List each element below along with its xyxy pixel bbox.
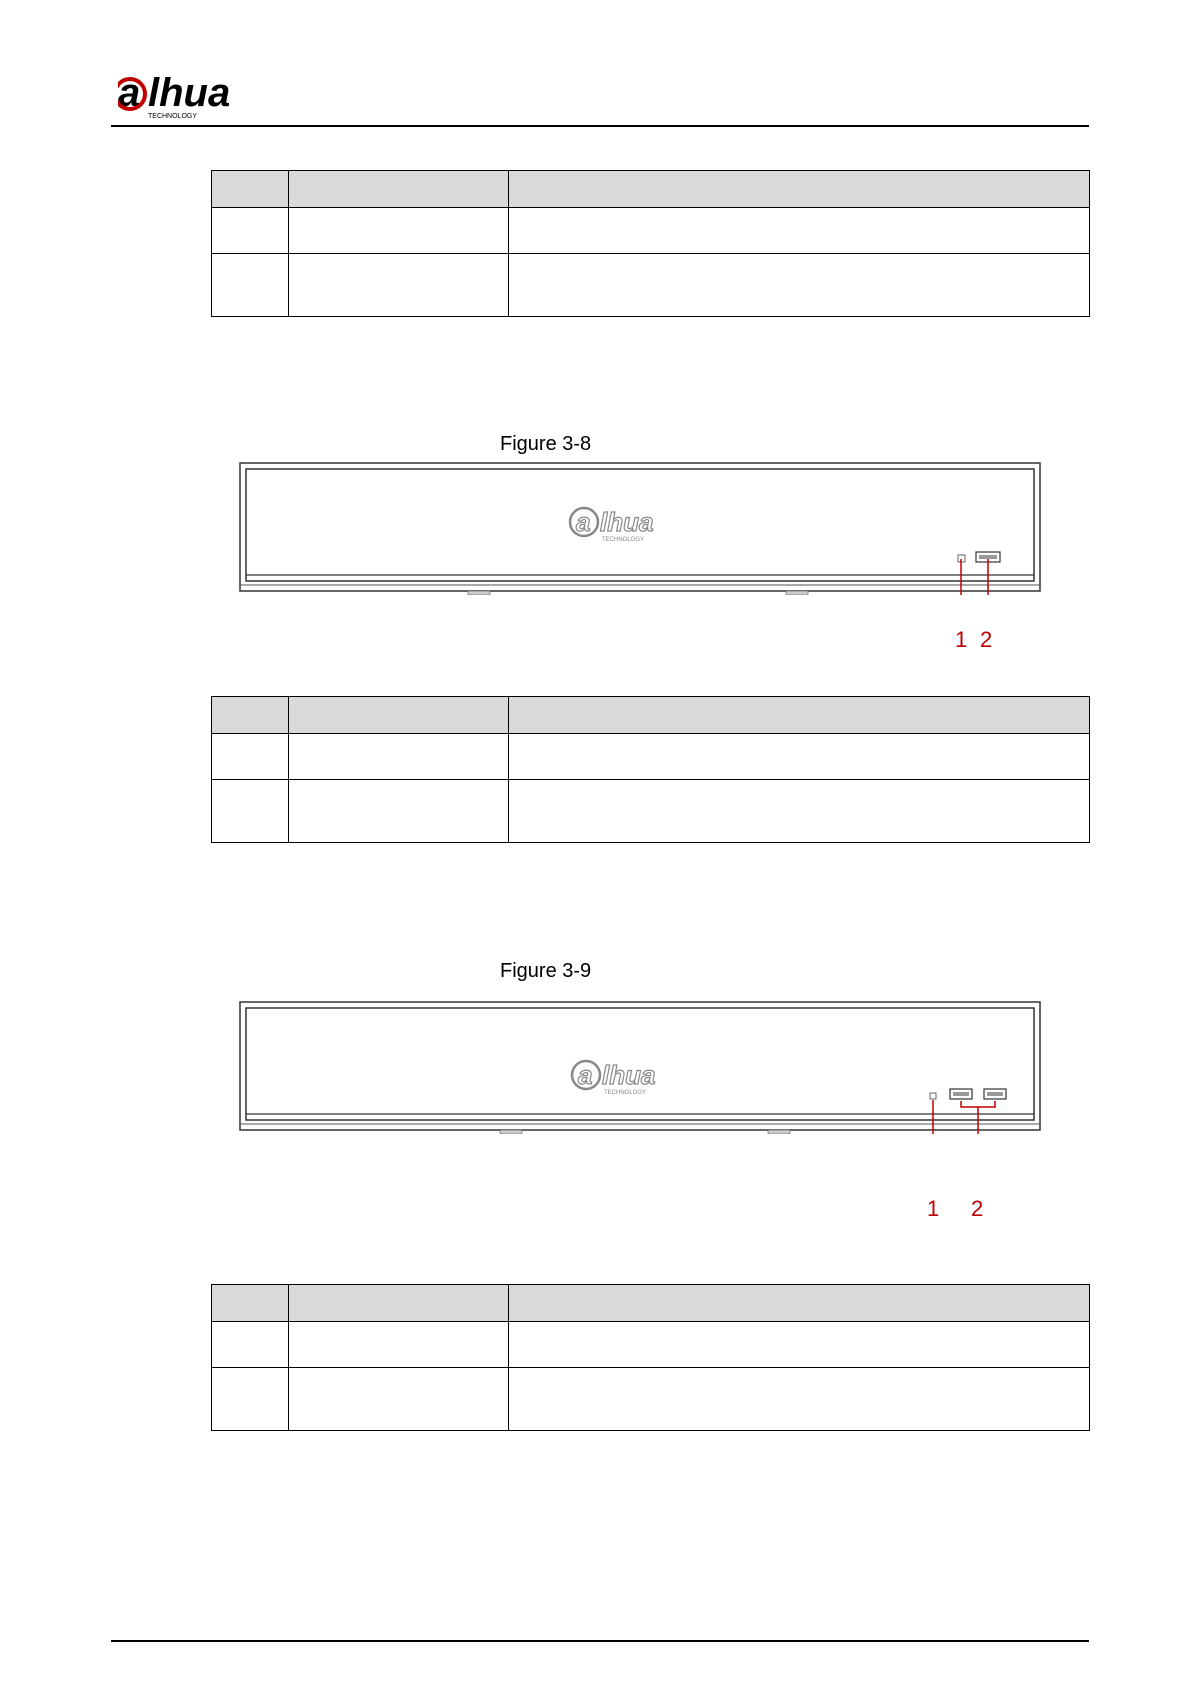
table-header-cell <box>212 697 289 734</box>
table-header-cell <box>212 171 289 208</box>
table-cell <box>212 1322 289 1368</box>
callout-number-1: 1 <box>927 1196 940 1221</box>
device-front-panel-2-usb <box>238 1000 1042 1134</box>
table-row <box>212 1322 1090 1368</box>
table-cell <box>509 1322 1090 1368</box>
table-row <box>212 208 1090 254</box>
table-header-cell <box>509 1285 1090 1322</box>
callout-number-1: 1 <box>955 627 968 652</box>
svg-text:TECHNOLOGY: TECHNOLOGY <box>148 113 198 120</box>
table-cell <box>509 1368 1090 1431</box>
usb-port-icon <box>950 1089 972 1099</box>
table-cell <box>289 734 509 780</box>
table-cell <box>212 734 289 780</box>
table-cell <box>212 780 289 843</box>
table-row <box>212 1368 1090 1431</box>
table-cell <box>509 734 1090 780</box>
table-cell <box>289 208 509 254</box>
table-header-row <box>212 1285 1090 1322</box>
table-cell <box>509 254 1090 317</box>
usb-port-icon <box>984 1089 1006 1099</box>
figure-caption: Figure 3-9 <box>500 960 592 982</box>
svg-text:a: a <box>118 72 141 115</box>
table-cell <box>289 780 509 843</box>
spec-table-2 <box>211 696 1090 843</box>
svg-text:lhua: lhua <box>602 1060 656 1090</box>
callout-number-2: 2 <box>980 627 993 652</box>
table-cell <box>212 208 289 254</box>
table-cell <box>289 254 509 317</box>
table-cell <box>289 1322 509 1368</box>
spec-table-1 <box>211 170 1090 317</box>
table-header-row <box>212 171 1090 208</box>
table-header-cell <box>509 697 1090 734</box>
table-cell <box>509 780 1090 843</box>
table-header-cell <box>509 171 1090 208</box>
table-header-cell <box>212 1285 289 1322</box>
table-cell <box>289 1368 509 1431</box>
table-header-cell <box>289 1285 509 1322</box>
device-front-panel-1-usb <box>238 461 1042 595</box>
svg-text:TECHNOLOGY: TECHNOLOGY <box>604 1090 647 1096</box>
table-cell <box>212 254 289 317</box>
dahua-logo <box>118 72 258 122</box>
svg-text:TECHNOLOGY: TECHNOLOGY <box>602 537 645 543</box>
svg-text:a: a <box>576 507 591 537</box>
table-header-row <box>212 697 1090 734</box>
spec-table-3 <box>211 1284 1090 1431</box>
table-row <box>212 254 1090 317</box>
callout-number-2: 2 <box>971 1196 984 1221</box>
svg-text:a: a <box>578 1060 593 1090</box>
table-row <box>212 734 1090 780</box>
header-rule <box>111 125 1089 127</box>
table-cell <box>212 1368 289 1431</box>
table-cell <box>509 208 1090 254</box>
figure-caption: Figure 3-8 <box>500 433 592 455</box>
table-header-cell <box>289 697 509 734</box>
svg-text:lhua: lhua <box>148 72 231 115</box>
svg-text:lhua: lhua <box>600 507 654 537</box>
table-header-cell <box>289 171 509 208</box>
footer-rule <box>111 1640 1089 1642</box>
table-row <box>212 780 1090 843</box>
